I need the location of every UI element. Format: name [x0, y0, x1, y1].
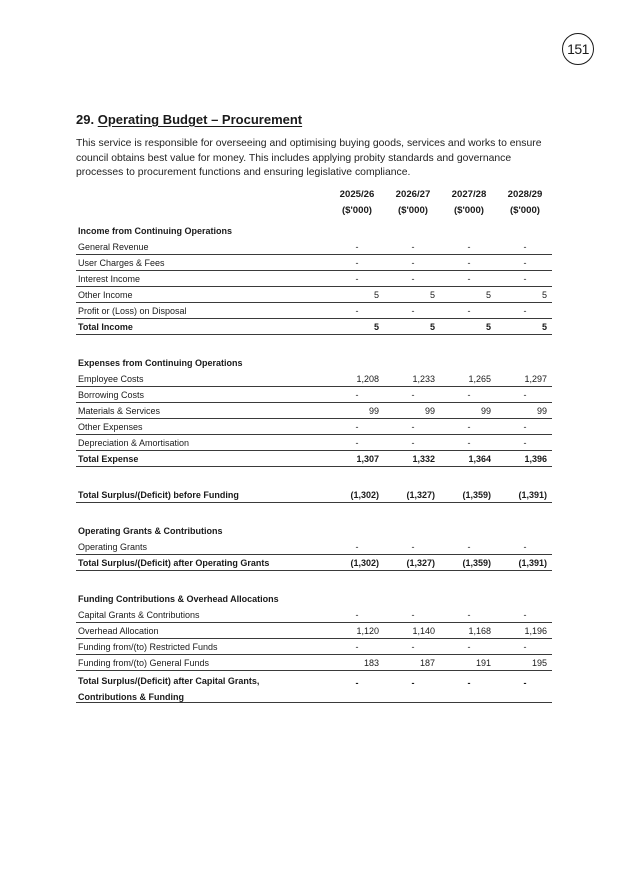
row-label — [78, 454, 138, 464]
row-value: - — [467, 678, 471, 688]
row-value: - — [523, 274, 527, 284]
row-value: - — [467, 610, 471, 620]
row-value: (1,327) — [406, 490, 435, 500]
row-value: - — [411, 678, 415, 688]
row-label-text: Capital Grants & Contributions — [78, 610, 200, 620]
row-value: - — [467, 306, 471, 316]
row-label — [78, 490, 239, 500]
row-label — [78, 390, 144, 400]
row-value: - — [523, 306, 527, 316]
row-value: 99 — [424, 406, 435, 416]
row-label — [78, 642, 218, 652]
row-value: - — [523, 422, 527, 432]
row-value: 5 — [541, 322, 547, 332]
row-value: - — [411, 422, 415, 432]
row-label-text: Interest Income — [78, 274, 141, 284]
row-label — [78, 558, 269, 568]
table-section-header — [76, 223, 552, 239]
table-total-row — [76, 319, 552, 335]
row-value: (1,359) — [462, 558, 491, 568]
table-row — [76, 419, 552, 435]
row-value: - — [467, 422, 471, 432]
row-label-text: Income from Continuing Operations — [78, 226, 233, 236]
column-header — [441, 187, 497, 219]
table-row — [76, 371, 552, 387]
row-label — [78, 542, 147, 552]
row-label — [78, 673, 259, 705]
column-unit: ($'000) — [509, 205, 540, 216]
row-value: - — [523, 542, 527, 552]
row-value: - — [411, 390, 415, 400]
table-spacer — [76, 571, 552, 591]
row-value: - — [355, 678, 359, 688]
row-value: - — [355, 610, 359, 620]
row-value: - — [355, 422, 359, 432]
row-value: - — [411, 642, 415, 652]
row-label — [78, 358, 243, 368]
table-total-row — [76, 487, 552, 503]
row-label-text: Materials & Services — [78, 406, 161, 416]
row-value: 5 — [429, 290, 435, 300]
row-label — [78, 422, 143, 432]
table-total-row — [76, 671, 552, 703]
row-label-text: Total Expense — [78, 454, 139, 464]
row-value: - — [411, 306, 415, 316]
row-label-text: Total Surplus/(Deficit) before Funding — [78, 490, 239, 500]
row-value: - — [355, 258, 359, 268]
table-row — [76, 623, 552, 639]
row-value: - — [523, 438, 527, 448]
row-label — [78, 610, 200, 620]
row-label-text: Operating Grants — [78, 542, 148, 552]
table-row — [76, 255, 552, 271]
column-header — [497, 187, 553, 219]
table-row — [76, 303, 552, 319]
row-value: 5 — [485, 290, 491, 300]
column-year: 2026/27 — [395, 189, 431, 200]
row-label-text: Funding from/(to) Restricted Funds — [78, 642, 218, 652]
section-title-text: Operating Budget – Procurement — [97, 112, 303, 127]
row-value: 1,297 — [524, 374, 547, 384]
table-row — [76, 655, 552, 671]
table-section-header — [76, 355, 552, 371]
row-value: 5 — [541, 290, 547, 300]
table-header — [76, 187, 552, 223]
operating-budget-table — [76, 187, 552, 703]
row-value: - — [355, 542, 359, 552]
table-spacer — [76, 467, 552, 487]
row-value: 1,168 — [468, 626, 491, 636]
row-label — [78, 374, 144, 384]
row-label — [78, 242, 149, 252]
row-label — [78, 274, 140, 284]
row-value: - — [467, 438, 471, 448]
row-label — [78, 322, 133, 332]
row-value: 1,120 — [356, 626, 379, 636]
row-value: 99 — [368, 406, 379, 416]
row-value: - — [467, 390, 471, 400]
column-header — [385, 187, 441, 219]
row-label — [78, 594, 279, 604]
table-row — [76, 539, 552, 555]
row-value: (1,391) — [518, 490, 547, 500]
row-value: 195 — [531, 658, 547, 668]
row-value: 191 — [475, 658, 491, 668]
row-value: - — [467, 258, 471, 268]
row-label-text: Expenses from Continuing Operations — [78, 358, 243, 368]
row-value: 183 — [363, 658, 379, 668]
column-year: 2028/29 — [507, 189, 543, 200]
row-value: 5 — [373, 322, 379, 332]
row-value: (1,302) — [350, 490, 379, 500]
table-section-header — [76, 523, 552, 539]
row-value: - — [411, 258, 415, 268]
table-spacer — [76, 335, 552, 355]
row-value: - — [523, 642, 527, 652]
row-value: 5 — [373, 290, 379, 300]
table-row — [76, 639, 552, 655]
row-label-text: Total Surplus/(Deficit) after Operating Grants — [78, 558, 270, 568]
row-label — [78, 406, 160, 416]
table-row — [76, 387, 552, 403]
row-value: 1,265 — [468, 374, 491, 384]
row-value: 187 — [419, 658, 435, 668]
row-label — [78, 258, 165, 268]
row-label-text: Other Income — [78, 290, 133, 300]
row-value: 1,364 — [468, 454, 491, 464]
row-value: (1,359) — [462, 490, 491, 500]
row-value: (1,327) — [406, 558, 435, 568]
row-value: 1,233 — [412, 374, 435, 384]
section-title — [76, 112, 302, 127]
table-total-row — [76, 555, 552, 571]
table-row — [76, 435, 552, 451]
row-value: (1,391) — [518, 558, 547, 568]
table-row — [76, 287, 552, 303]
row-value: - — [523, 678, 527, 688]
row-value: - — [355, 274, 359, 284]
table-row — [76, 239, 552, 255]
row-value: - — [467, 274, 471, 284]
row-value: 5 — [485, 322, 491, 332]
row-value: 1,196 — [524, 626, 547, 636]
column-unit: ($'000) — [453, 205, 484, 216]
row-label — [78, 290, 133, 300]
row-label — [78, 526, 223, 536]
row-value: - — [523, 258, 527, 268]
page-number-badge — [562, 33, 594, 65]
row-label-text-line2: Contributions & Funding — [78, 692, 184, 702]
row-label — [78, 438, 189, 448]
row-label-text: Other Expenses — [78, 422, 143, 432]
column-header — [329, 187, 385, 219]
row-label-text: Employee Costs — [78, 374, 144, 384]
row-value: 1,396 — [524, 454, 547, 464]
row-value: - — [523, 242, 527, 252]
row-label — [78, 658, 209, 668]
row-label-text: Overhead Allocation — [78, 626, 159, 636]
row-label-text: General Revenue — [78, 242, 149, 252]
row-value: - — [467, 642, 471, 652]
table-section-header — [76, 591, 552, 607]
row-value: - — [411, 438, 415, 448]
column-year: 2027/28 — [451, 189, 487, 200]
row-label-text: Depreciation & Amortisation — [78, 438, 190, 448]
row-label — [78, 226, 232, 236]
row-value: 1,140 — [412, 626, 435, 636]
row-label-text: Funding Contributions & Overhead Allocations — [78, 594, 279, 604]
table-row — [76, 607, 552, 623]
page-number: 151 — [567, 41, 589, 57]
row-value: - — [411, 242, 415, 252]
table-row — [76, 403, 552, 419]
row-value: 1,307 — [356, 454, 379, 464]
column-unit: ($'000) — [341, 205, 372, 216]
row-value: - — [355, 306, 359, 316]
row-value: 1,208 — [356, 374, 379, 384]
row-value: - — [467, 242, 471, 252]
row-value: - — [411, 542, 415, 552]
row-value: - — [411, 274, 415, 284]
row-value: - — [467, 542, 471, 552]
section-number: 29. — [76, 112, 95, 127]
row-value: 1,332 — [412, 454, 435, 464]
row-label-text: Funding from/(to) General Funds — [78, 658, 210, 668]
row-label-text: Profit or (Loss) on Disposal — [78, 306, 187, 316]
row-label — [78, 626, 159, 636]
row-value: 99 — [480, 406, 491, 416]
column-unit: ($'000) — [397, 205, 428, 216]
row-value: 99 — [536, 406, 547, 416]
row-value: - — [355, 242, 359, 252]
section-intro: This service is responsible for overseeing and optimising buying goods, services and works to ensure council obtains best value for money. This includes applying probity standards and governance processes to procurement functions and ensuring legislative compliance. — [76, 138, 542, 178]
row-value: - — [523, 610, 527, 620]
row-label-text: Total Surplus/(Deficit) after Capital Grants, — [78, 676, 260, 686]
table-spacer — [76, 503, 552, 523]
row-label-text: Total Income — [78, 322, 133, 332]
table-row — [76, 271, 552, 287]
column-year: 2025/26 — [339, 189, 375, 200]
row-value: (1,302) — [350, 558, 379, 568]
row-label-text: Operating Grants & Contributions — [78, 526, 223, 536]
table-total-row — [76, 451, 552, 467]
row-value: - — [355, 438, 359, 448]
row-value: - — [523, 390, 527, 400]
row-value: - — [355, 390, 359, 400]
row-value: 5 — [429, 322, 435, 332]
row-label — [78, 306, 187, 316]
row-label-text: Borrowing Costs — [78, 390, 145, 400]
row-value: - — [411, 610, 415, 620]
row-value: - — [355, 642, 359, 652]
row-label-text: User Charges & Fees — [78, 258, 165, 268]
